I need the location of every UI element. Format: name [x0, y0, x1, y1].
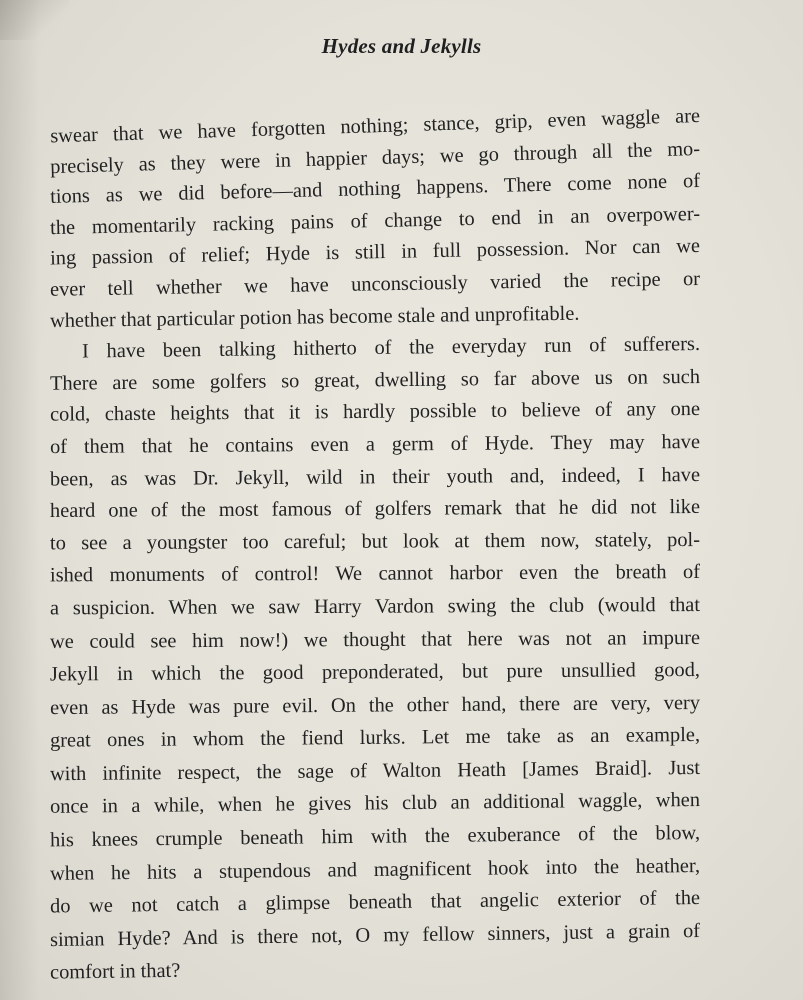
- text-line: with infinite respect, the sage of Walton Heath [James Braid]. Just: [49, 756, 701, 786]
- text-line: Jekyll in which the good preponderated, but pure unsullied good,: [49, 659, 701, 686]
- text-line: his knees crumple beneath him with the exuberance of the blow,: [49, 822, 701, 852]
- text-line: simian Hyde? And is there not, O my fellow sinners, just a grain of: [49, 919, 701, 951]
- text-line: cold, chaste heights that it is hardly possible to believe of any one: [49, 398, 701, 427]
- text-line: I have been talking hitherto of the everyday run of sufferers.: [81, 333, 701, 363]
- text-line: precisely as they were in happier days; we go through all the mo-: [49, 137, 701, 178]
- text-line: been, as was Dr. Jekyll, wild in their youth and, indeed, I have: [49, 463, 701, 491]
- text-line: of them that he contains even a germ of Hyde. They may have: [49, 430, 701, 459]
- text-line: when he hits a stupendous and magnificent hook into the heather,: [49, 854, 701, 885]
- text-line: the momentarily racking pains of change to end in an overpower-: [49, 202, 701, 239]
- text-line: tions as we did before—and nothing happens. There come none of: [49, 170, 701, 209]
- text-line: ing passion of relief; Hyde is still in full possession. Nor can we: [49, 235, 701, 270]
- body-text: [49, 100, 701, 985]
- text-line: to see a youngster too careful; but look at them now, stately, pol-: [49, 528, 701, 555]
- text-line: ished monuments of control! We cannot harbor even the breath of: [49, 561, 701, 587]
- text-line: great ones in whom the fiend lurks. Let me take as an example,: [49, 724, 701, 752]
- text-line: do we not catch a glimpse beneath that angelic exterior of the: [49, 887, 701, 918]
- text-line: swear that we have forgotten nothing; stance, grip, even waggle are: [49, 105, 701, 148]
- running-head: Hydes and Jekylls: [321, 34, 482, 58]
- text-line: There are some golfers so great, dwelling so far above us on such: [49, 365, 701, 395]
- text-line: whether that particular potion has become stale and unprofitable.: [49, 302, 580, 332]
- text-line: even as Hyde was pure evil. On the other hand, there are very, very: [49, 691, 701, 719]
- text-line: ever tell whether we have unconsciously varied the recipe or: [49, 267, 701, 301]
- page-gutter-shadow: [0, 0, 40, 1000]
- text-line: comfort in that?: [49, 960, 181, 985]
- text-line: we could see him now!) we thought that here was not an impure: [49, 626, 701, 653]
- text-line: heard one of the most famous of golfers remark that he did not like: [49, 496, 701, 523]
- text-line: once in a while, when he gives his club an additional waggle, when: [49, 789, 701, 819]
- text-line: a suspicion. When we saw Harry Vardon swing the club (would that: [49, 593, 701, 620]
